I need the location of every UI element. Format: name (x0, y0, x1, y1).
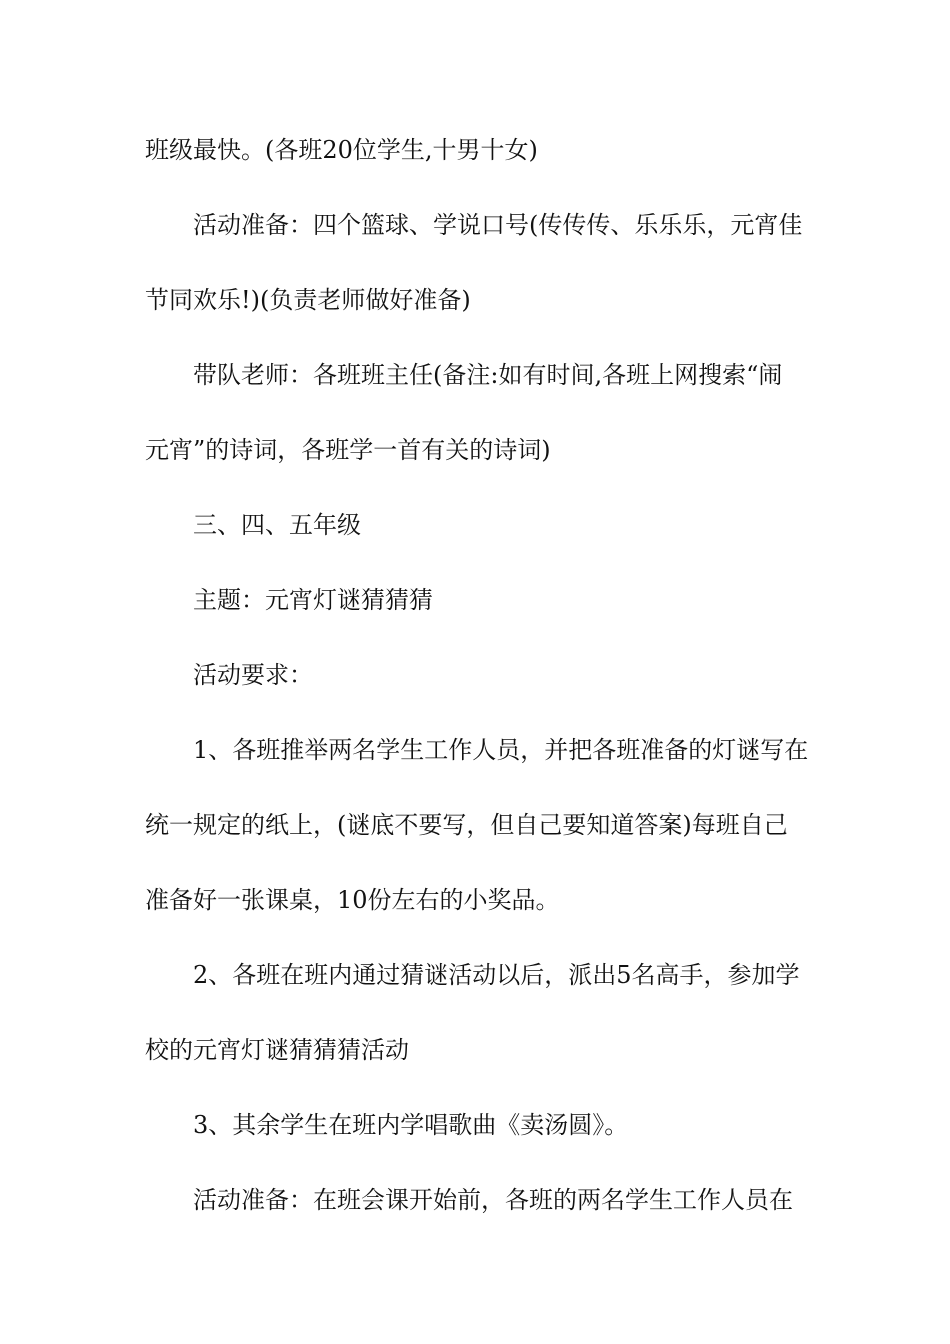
text-line: 准备好一张课桌，10份左右的小奖品。 (145, 886, 560, 914)
text-line: 2、各班在班内通过猜谜活动以后，派出5名高手，参加学 (193, 961, 800, 989)
text-line: 统一规定的纸上，(谜底不要写，但自己要知道答案)每班自己 (145, 811, 788, 839)
text-line: 班级最快。(各班20位学生,十男十女) (145, 136, 538, 164)
section-heading: 三、四、五年级 (193, 511, 361, 539)
text-line: 元宵”的诗词，各班学一首有关的诗词) (145, 436, 551, 464)
text-line: 校的元宵灯谜猜猜猜活动 (145, 1036, 409, 1064)
text-line: 活动要求： (193, 661, 313, 689)
text-line: 带队老师：各班班主任(备注:如有时间,各班上网搜索“闹 (193, 361, 783, 389)
text-line: 1、各班推举两名学生工作人员，并把各班准备的灯谜写在 (193, 736, 809, 764)
text-line: 活动准备：四个篮球、学说口号(传传传、乐乐乐，元宵佳 (193, 211, 803, 239)
text-line: 节同欢乐!)(负责老师做好准备) (145, 286, 471, 314)
text-line: 活动准备：在班会课开始前，各班的两名学生工作人员在 (193, 1186, 793, 1214)
text-line: 主题：元宵灯谜猜猜猜 (193, 586, 433, 614)
text-line: 3、其余学生在班内学唱歌曲《卖汤圆》。 (193, 1111, 629, 1139)
